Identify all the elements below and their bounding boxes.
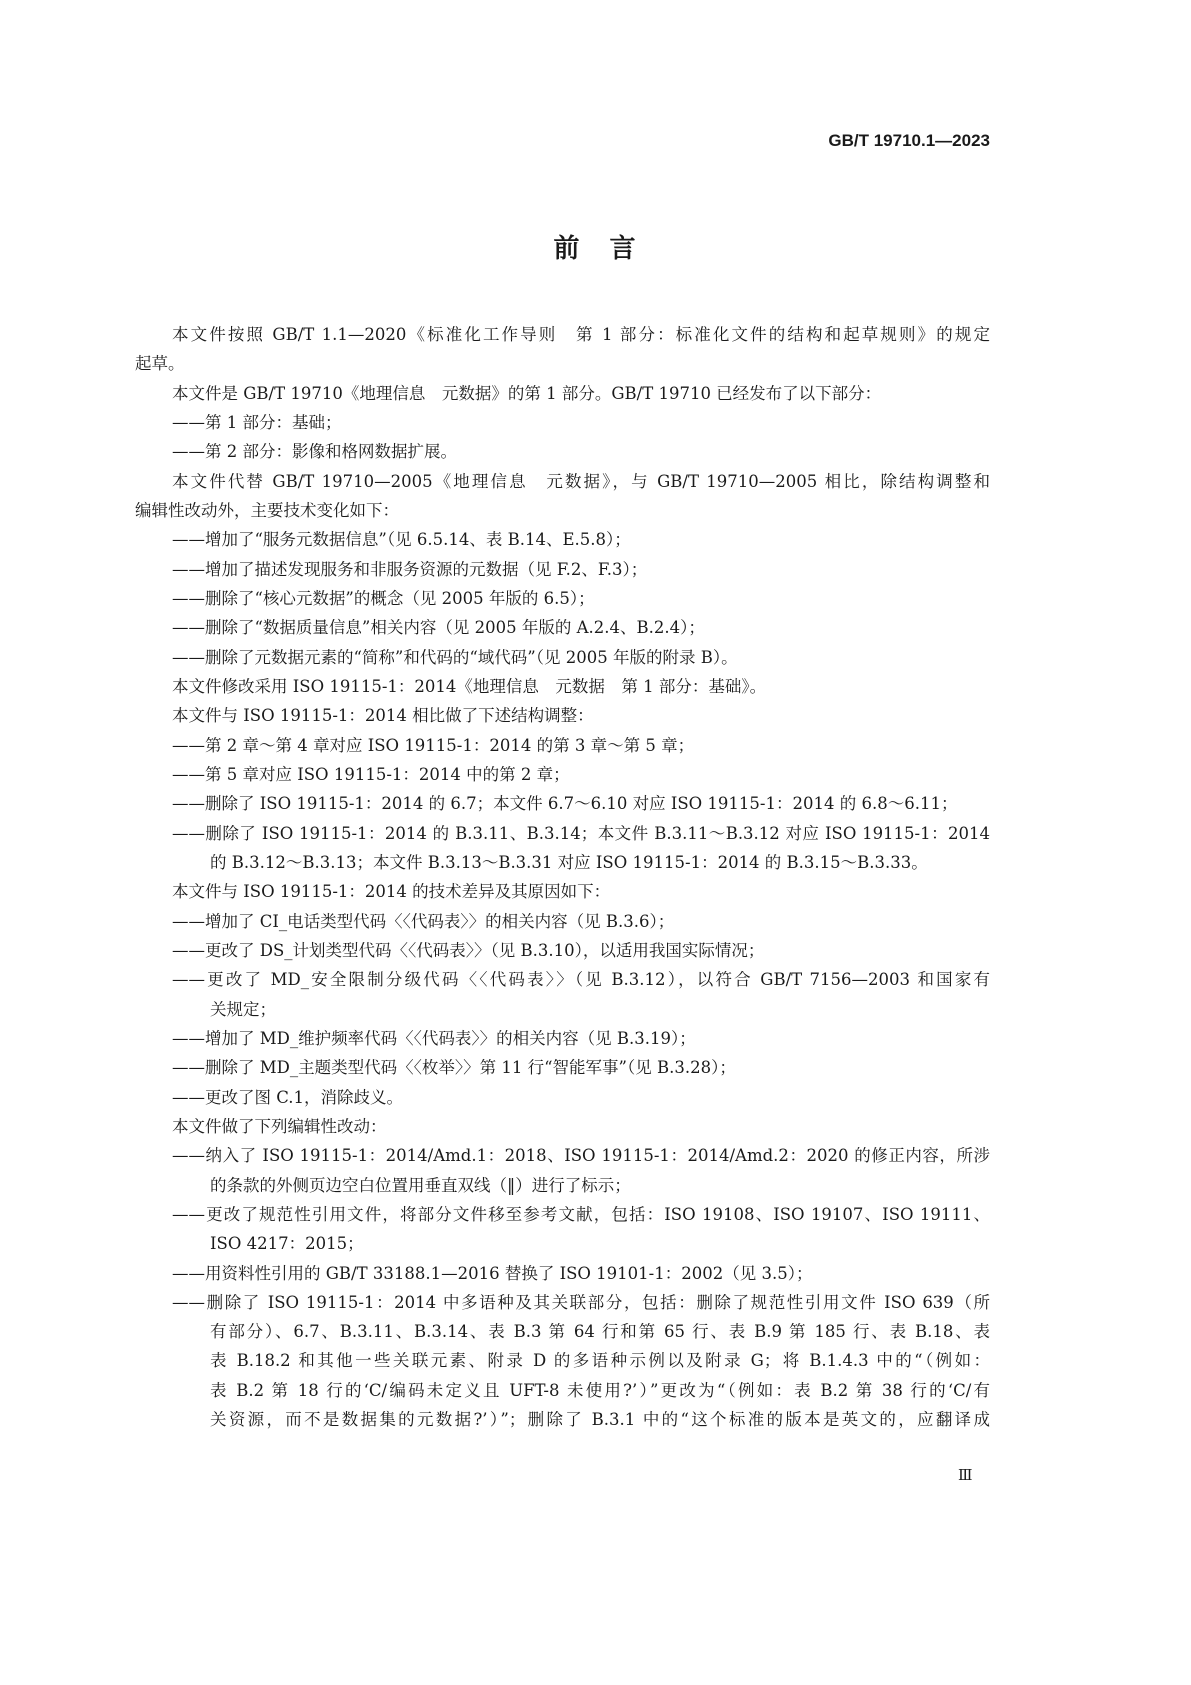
page-number: Ⅲ bbox=[958, 1466, 973, 1484]
list-item bbox=[135, 1083, 990, 1112]
list-item bbox=[135, 731, 990, 760]
page-title: 前 言 bbox=[553, 234, 638, 264]
list-item bbox=[135, 437, 990, 466]
text-line: 本文件按照 GB/T 1.1—2020《标准化工作导则 第 1 部分：标准化文件的结构和起草规则》的规定 bbox=[172, 325, 990, 344]
text-line: 本文件做了下列编辑性改动： bbox=[172, 1116, 387, 1136]
text-line: 起草。 bbox=[135, 354, 185, 374]
text-line: ——删除了 ISO 19115-1：2014 的 B.3.11、B.3.14；本文件 B.3.11～B.3.12 对应 ISO 19115-1：2014 bbox=[172, 823, 990, 843]
list-item bbox=[135, 525, 990, 554]
list-item bbox=[135, 1288, 990, 1435]
paragraph bbox=[135, 379, 990, 408]
text-line: ——增加了描述发现服务和非服务资源的元数据（见 F.2、F.3）； bbox=[172, 559, 648, 579]
list-item bbox=[135, 819, 990, 878]
text-line: 本文件与 ISO 19115-1：2014 的技术差异及其原因如下： bbox=[172, 882, 611, 902]
text-line: 本文件代替 GB/T 19710—2005《地理信息 元数据》，与 GB/T 19710—2005 相比，除结构调整和 bbox=[172, 471, 990, 491]
list-item bbox=[135, 1024, 990, 1053]
text-line: ISO 4217：2015； bbox=[210, 1234, 364, 1254]
text-line: ——更改了规范性引用文件，将部分文件移至参考文献，包括：ISO 19108、ISO 19107、ISO 19111、 bbox=[172, 1204, 990, 1224]
text-line: ——增加了“服务元数据信息”（见 6.5.14、表 B.14、E.5.8）； bbox=[172, 530, 631, 550]
paragraph bbox=[135, 877, 990, 906]
text-line: ——第 2 部分：影像和格网数据扩展。 bbox=[172, 442, 457, 462]
text-line: 关规定； bbox=[210, 999, 276, 1019]
text-line: ——删除了“数据质量信息”相关内容（见 2005 年版的 A.2.4、B.2.4）； bbox=[172, 618, 705, 638]
list-item bbox=[135, 760, 990, 789]
list-item bbox=[135, 1053, 990, 1082]
text-line: 本文件与 ISO 19115-1：2014 相比做了下述结构调整： bbox=[172, 706, 594, 726]
document-body bbox=[135, 320, 990, 1434]
paragraph bbox=[135, 701, 990, 730]
text-line: ——纳入了 ISO 19115-1：2014/Amd.1：2018、ISO 19115-1：2014/Amd.2：2020 的修正内容，所涉 bbox=[172, 1146, 990, 1166]
list-item bbox=[135, 789, 990, 818]
paragraph bbox=[135, 1112, 990, 1141]
text-line: ——删除了 ISO 19115-1：2014 的 6.7；本文件 6.7～6.10 对应 ISO 19115-1：2014 的 6.8～6.11； bbox=[172, 794, 958, 814]
text-line: ——第 1 部分：基础； bbox=[172, 412, 342, 432]
text-line: 编辑性改动外，主要技术变化如下： bbox=[135, 500, 399, 520]
list-item bbox=[135, 965, 990, 1024]
text-line: ——更改了 DS_计划类型代码〈〈代码表〉〉（见 B.3.10），以适用我国实际情况； bbox=[172, 940, 765, 960]
text-line: 有部分）、6.7、B.3.11、B.3.14、表 B.3 第 64 行和第 65 行、表 B.9 第 185 行、表 B.18、表 bbox=[210, 1322, 990, 1342]
text-line: 表 B.2 第 18 行的‘C/编码未定义且 UFT-8 未使用?’）”更改为“（例如：表 B.2 第 38 行的‘C/有 bbox=[210, 1380, 990, 1400]
list-item bbox=[135, 555, 990, 584]
list-item bbox=[135, 613, 990, 642]
text-line: ——删除了 MD_主题类型代码〈〈枚举〉〉第 11 行“智能军事”（见 B.3.28）； bbox=[172, 1058, 736, 1078]
list-item bbox=[135, 408, 990, 437]
text-line: 的 B.3.12～B.3.13；本文件 B.3.13～B.3.31 对应 ISO 19115-1：2014 的 B.3.15～B.3.33。 bbox=[210, 852, 928, 872]
text-line: 本文件修改采用 ISO 19115-1：2014《地理信息 元数据 第 1 部分：基础》。 bbox=[172, 676, 767, 696]
text-line: ——增加了 CI_电话类型代码〈〈代码表〉〉的相关内容（见 B.3.6）； bbox=[172, 911, 675, 931]
text-line: ——用资料性引用的 GB/T 33188.1—2016 替换了 ISO 19101-1：2002（见 3.5）； bbox=[172, 1263, 813, 1283]
text-line: ——删除了 ISO 19115-1：2014 中多语种及其关联部分，包括：删除了规范性引用文件 ISO 639（所 bbox=[172, 1292, 990, 1312]
text-line: ——删除了“核心元数据”的概念（见 2005 年版的 6.5）； bbox=[172, 588, 595, 608]
paragraph bbox=[135, 467, 990, 526]
list-item bbox=[135, 584, 990, 613]
text-line: ——第 2 章～第 4 章对应 ISO 19115-1：2014 的第 3 章～第 5 章； bbox=[172, 735, 695, 755]
text-line: ——更改了图 C.1，消除歧义。 bbox=[172, 1087, 404, 1107]
list-item bbox=[135, 643, 990, 672]
text-line: 的条款的外侧页边空白位置用垂直双线（‖）进行了标示； bbox=[210, 1175, 631, 1195]
list-item bbox=[135, 907, 990, 936]
standard-number-header: GB/T 19710.1—2023 bbox=[828, 131, 990, 150]
list-item bbox=[135, 1200, 990, 1259]
text-line: ——更改了 MD_安全限制分级代码〈〈代码表〉〉（见 B.3.12），以符合 GB/T 7156—2003 和国家有 bbox=[172, 970, 990, 990]
text-line: 表 B.18.2 和其他一些关联元素、附录 D 的多语种示例以及附录 G；将 B.1.4.3 中的“（例如： bbox=[210, 1351, 990, 1371]
paragraph bbox=[135, 672, 990, 701]
paragraph bbox=[135, 320, 990, 379]
text-line: ——第 5 章对应 ISO 19115-1：2014 中的第 2 章； bbox=[172, 764, 570, 784]
list-item bbox=[135, 936, 990, 965]
text-line: ——增加了 MD_维护频率代码〈〈代码表〉〉的相关内容（见 B.3.19）； bbox=[172, 1028, 696, 1048]
list-item bbox=[135, 1259, 990, 1288]
text-line: ——删除了元数据元素的“简称”和代码的“域代码”（见 2005 年版的附录 B）。 bbox=[172, 647, 738, 667]
text-line: 本文件是 GB/T 19710《地理信息 元数据》的第 1 部分。GB/T 19710 已经发布了以下部分： bbox=[172, 383, 882, 403]
list-item bbox=[135, 1141, 990, 1200]
text-line: 关资源，而不是数据集的元数据?’）”；删除了 B.3.1 中的“这个标准的版本是英文的，应翻译成 bbox=[210, 1410, 990, 1430]
